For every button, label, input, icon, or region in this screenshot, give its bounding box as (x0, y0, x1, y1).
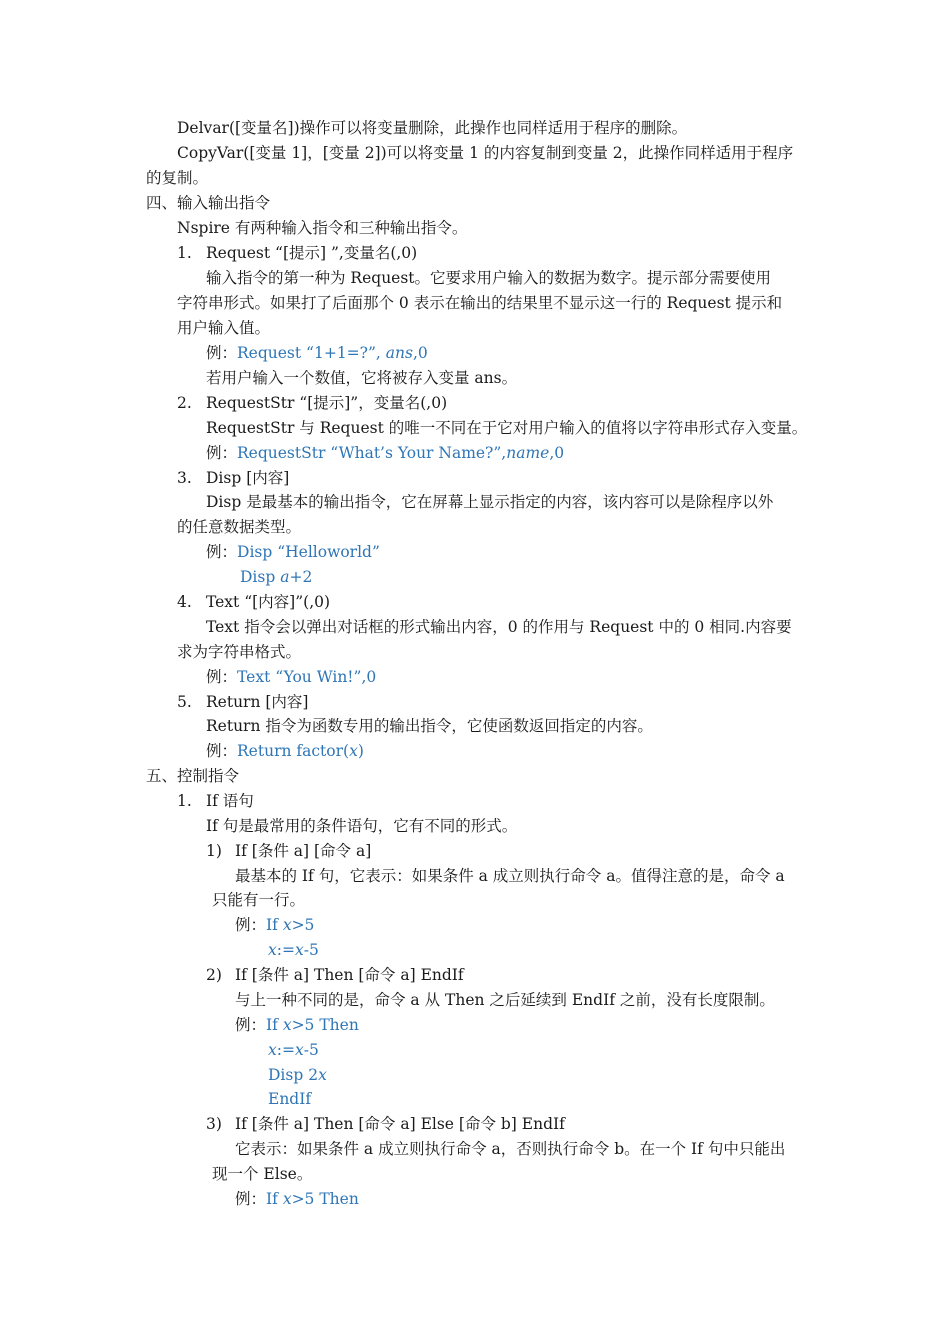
example-label: 例： (206, 543, 238, 561)
item-number: 5. (177, 693, 192, 711)
disp-example-2 (240, 566, 312, 590)
subitem-number: 2) (206, 966, 222, 984)
return-desc: Return 指令为函数专用的输出指令，它使函数返回指定的内容。 (206, 717, 653, 735)
delvar-paragraph: Delvar([变量名])操作可以将变量删除，此操作也同样适用于程序的删除。 (177, 119, 688, 137)
if-heading: If 语句 (206, 792, 254, 810)
code-line (268, 939, 319, 963)
text-desc-line1: Text 指令会以弹出对话框的形式输出内容，0 的作用与 Request 中的 0 相同.内容要 (206, 618, 792, 636)
example-label: 例： (206, 742, 238, 760)
request-desc-line3: 用户输入值。 (177, 319, 271, 337)
if-form-2-heading: If [条件 a] Then [命令 a] EndIf (235, 966, 464, 984)
text-example (206, 666, 376, 690)
if-form-1-example (235, 914, 314, 938)
code-text: -5 (303, 941, 319, 959)
if-form-3-heading: If [条件 a] Then [命令 a] Else [命令 b] EndIf (235, 1115, 565, 1133)
code-text: ) (357, 742, 364, 760)
if-desc: If 句是最常用的条件语句，它有不同的形式。 (206, 817, 518, 835)
request-note: 若用户输入一个数值，它将被存入变量 ans。 (206, 369, 518, 387)
example-label: 例： (235, 916, 267, 934)
code-variable: x (282, 1190, 292, 1208)
return-heading: Return [内容] (206, 693, 309, 711)
example-label: 例： (206, 344, 238, 362)
code-variable: x (349, 742, 358, 760)
requeststr-desc: RequestStr 与 Request 的唯一不同在于它对用户输入的值将以字符串形式存入变量。 (206, 419, 808, 437)
code-variable: x (268, 1041, 277, 1059)
code-text: If (266, 916, 283, 934)
code-variable: x (282, 916, 292, 934)
code-text: Disp “Helloworld” (237, 543, 380, 561)
item-number: 2. (177, 394, 192, 412)
code-line (268, 1064, 327, 1088)
if-form-2-desc: 与上一种不同的是，命令 a 从 Then 之后延续到 EndIf 之前，没有长度限制。 (235, 991, 775, 1009)
if-form-2-example (235, 1014, 359, 1038)
requeststr-example (206, 442, 564, 466)
request-heading: Request “[提示] ”,变量名(,0) (206, 244, 418, 262)
item-number: 1. (177, 244, 192, 262)
code-text: Disp 2 (268, 1066, 319, 1084)
code-text: +2 (289, 568, 313, 586)
if-form-3-example (235, 1188, 359, 1212)
requeststr-heading: RequestStr “[提示]”，变量名(,0) (206, 394, 448, 412)
if-form-1-heading: If [条件 a] [命令 a] (235, 842, 372, 860)
code-text: >5 Then (291, 1016, 359, 1034)
request-desc-line1: 输入指令的第一种为 Request。它要求用户输入的数据为数字。提示部分需要使用 (206, 269, 772, 287)
section-4-intro: Nspire 有两种输入指令和三种输出指令。 (177, 219, 468, 237)
code-text: If (266, 1190, 283, 1208)
text-desc-line2: 求为字符串格式。 (177, 643, 302, 661)
disp-desc-line1: Disp 是最基本的输出指令，它在屏幕上显示指定的内容，该内容可以是除程序以外 (206, 493, 774, 511)
code-variable: x (268, 941, 277, 959)
code-variable: x (282, 1016, 292, 1034)
code-text: >5 (291, 916, 315, 934)
request-example (206, 342, 428, 366)
if-form-1-desc-line1: 最基本的 If 句，它表示：如果条件 a 成立则执行命令 a。值得注意的是，命令 a (235, 867, 785, 885)
code-text: := (276, 1041, 295, 1059)
code-text: -5 (303, 1041, 319, 1059)
subitem-number: 1) (206, 842, 222, 860)
section-5-heading: 五、控制指令 (146, 767, 240, 785)
disp-heading: Disp [内容] (206, 469, 290, 487)
code-text: RequestStr “What’s Your Name?”, (237, 444, 507, 462)
code-variable: name (506, 444, 550, 462)
example-label: 例： (235, 1190, 267, 1208)
if-form-3-desc-line1: 它表示：如果条件 a 成立则执行命令 a，否则执行命令 b。在一个 If 句中只能出 (235, 1140, 786, 1158)
code-variable: x (294, 941, 304, 959)
example-label: 例： (206, 668, 238, 686)
return-example (206, 740, 364, 764)
subitem-number: 3) (206, 1115, 222, 1133)
code-text: ,0 (549, 444, 565, 462)
code-variable: a (280, 568, 290, 586)
code-text: := (276, 941, 295, 959)
code-text: If (266, 1016, 283, 1034)
item-number: 4. (177, 593, 192, 611)
code-text: >5 Then (291, 1190, 359, 1208)
copyvar-paragraph-line1: CopyVar([变量 1]，[变量 2])可以将变量 1 的内容复制到变量 2，此操作同样适用于程序 (177, 144, 794, 162)
item-number: 3. (177, 469, 192, 487)
copyvar-paragraph-line2: 的复制。 (146, 169, 209, 187)
item-number: 1. (177, 792, 192, 810)
code-text: Return factor( (237, 742, 350, 760)
if-form-1-desc-line2: 只能有一行。 (212, 891, 306, 909)
code-line: EndIf (268, 1090, 312, 1108)
section-4-heading: 四、输入输出指令 (146, 194, 271, 212)
code-text: ,0 (412, 344, 428, 362)
request-desc-line2: 字符串形式。如果打了后面那个 0 表示在输出的结果里不显示这一行的 Request 提示和 (177, 294, 783, 312)
code-text: Disp (240, 568, 281, 586)
disp-example-1 (206, 541, 380, 565)
code-variable: x (294, 1041, 304, 1059)
example-label: 例： (235, 1016, 267, 1034)
text-heading: Text “[内容]”(,0) (206, 593, 331, 611)
code-variable: x (318, 1066, 327, 1084)
code-line (268, 1039, 319, 1063)
code-text: Request “1+1=?”, (237, 344, 386, 362)
code-text: Text “You Win!”,0 (237, 668, 377, 686)
code-variable: ans (385, 344, 413, 362)
disp-desc-line2: 的任意数据类型。 (177, 518, 302, 536)
if-form-3-desc-line2: 现一个 Else。 (212, 1165, 313, 1183)
example-label: 例： (206, 444, 238, 462)
